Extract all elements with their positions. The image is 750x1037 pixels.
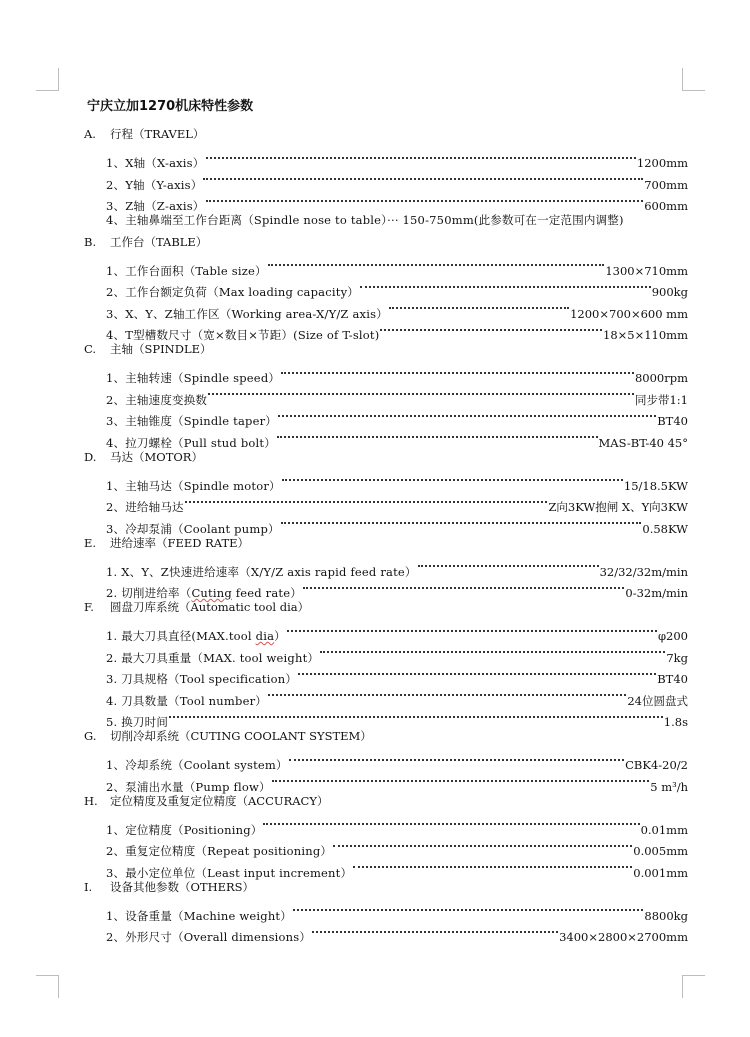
section-heading-text: 圆盘刀库系统（Automatic tool dia）	[110, 600, 310, 614]
spec-value: 0.001mm	[633, 865, 688, 880]
spec-label-text: 4、T型槽数尺寸（宽×数目×节距）(Size of T-slot)	[106, 328, 380, 342]
spec-value: BT40	[657, 414, 688, 428]
spec-value: 7kg	[666, 650, 688, 665]
dot-leader	[320, 640, 665, 662]
section-heading	[84, 232, 688, 254]
dot-leader	[353, 855, 632, 877]
dot-leader	[277, 425, 598, 447]
spec-value: 0.01mm	[640, 822, 688, 837]
spec-label	[106, 755, 288, 777]
section-letter: A.	[84, 127, 96, 141]
spec-value: BT40	[657, 672, 688, 686]
dot-leader	[389, 296, 569, 318]
section-heading-text: 工作台（TABLE）	[110, 234, 208, 249]
dot-leader	[333, 834, 632, 856]
dot-leader	[312, 920, 558, 942]
spec-row	[84, 468, 688, 493]
dot-leader	[208, 382, 634, 404]
spec-label	[106, 648, 319, 670]
dot-leader	[282, 468, 623, 490]
section-heading-text: 定位精度及重复定位精度（ACCURACY）	[110, 793, 329, 808]
dot-leader	[206, 146, 636, 168]
document-title: 宁庆立加1270机床特性参数	[87, 99, 254, 114]
page-corner-mark-bottom-right	[682, 975, 705, 998]
page-corner-mark-top-right	[682, 68, 705, 91]
section-heading-text: 行程（TRAVEL）	[110, 127, 205, 141]
spec-label	[106, 411, 277, 433]
spec-row	[84, 619, 688, 641]
section-letter: G.	[84, 729, 97, 743]
dot-leader	[380, 318, 602, 340]
spec-label	[106, 261, 267, 283]
spec-label-text: 3、主轴锥度（Spindle taper）	[106, 414, 277, 428]
spec-label-text: 2、Y轴（Y-axis）	[106, 177, 203, 192]
spec-label-text: 1. X、Y、Z快速进给速率（X/Y/Z axis rapid feed rate）	[106, 564, 417, 579]
dot-leader	[281, 361, 634, 383]
spec-label-text: 5. 换刀时间	[106, 715, 169, 729]
section-letter: C.	[84, 342, 97, 356]
spec-row	[84, 146, 688, 168]
spec-row	[84, 812, 688, 837]
spec-row	[84, 705, 688, 727]
spec-value: MAS-BT-40 45°	[598, 435, 688, 450]
spec-row	[84, 210, 688, 232]
spec-label-text: 3、X、Y、Z轴工作区（Working area-X/Y/Z axis）	[106, 306, 388, 321]
dot-leader	[206, 189, 644, 211]
section-heading-text: 马达（MOTOR）	[110, 449, 203, 464]
dot-leader	[287, 619, 657, 641]
spec-label	[106, 304, 388, 326]
section-letter: B.	[84, 234, 97, 249]
spec-label	[106, 841, 332, 863]
spec-label-text: 3、Z轴（Z-axis）	[106, 199, 205, 213]
dot-leader	[281, 511, 642, 533]
section-letter: D.	[84, 449, 97, 464]
spec-value: φ200	[657, 629, 688, 643]
spec-label-text: 4、拉刀螺栓（Pull stud bolt）	[106, 435, 276, 450]
section-heading	[84, 533, 688, 555]
spec-value: 18×5×110mm	[603, 328, 688, 342]
spellcheck-flagged-word: Cuting	[191, 586, 232, 600]
spec-label	[106, 390, 207, 412]
spec-label-text: 2. 切削进给率（	[106, 586, 192, 600]
spec-value: 32/32/32m/min	[599, 564, 688, 579]
spec-value: 3400×2800×2700mm	[559, 930, 688, 944]
dot-leader	[272, 769, 650, 791]
spec-value: 8800kg	[644, 908, 688, 923]
dot-leader	[169, 705, 663, 727]
dot-leader	[418, 554, 599, 576]
spec-label-text: 3. 刀具规格（Tool specification）	[106, 672, 298, 686]
section-heading	[84, 124, 688, 146]
section-heading	[84, 726, 688, 748]
section-heading	[84, 339, 688, 361]
spec-label-text: 2、工作台额定负荷（Max loading capacity）	[106, 285, 359, 299]
section-heading-text: 进给速率（FEED RATE）	[110, 535, 250, 550]
spec-row	[84, 748, 688, 770]
spec-value: 5 m³/h	[650, 779, 688, 794]
spec-label-text: 4. 刀具数量（Tool number）	[106, 693, 267, 708]
dot-leader	[263, 812, 639, 834]
section-heading-text: 设备其他参数（OTHERS）	[110, 879, 255, 894]
spec-label-text: 1、主轴马达（Spindle motor）	[106, 478, 281, 493]
section-letter: I.	[84, 879, 93, 894]
section-heading	[84, 877, 688, 899]
section-letter: F.	[84, 600, 94, 614]
dot-leader	[293, 898, 643, 920]
spec-row	[84, 898, 688, 923]
page-corner-mark-top-left	[36, 68, 59, 91]
section-letter: E.	[84, 535, 97, 550]
section-heading	[84, 791, 688, 813]
spec-label	[106, 927, 311, 949]
spec-label-text: 3、冷却泵浦（Coolant pump）	[106, 521, 280, 536]
spec-row	[84, 361, 688, 383]
spec-label	[106, 153, 205, 175]
spec-label-text: 1、工作台面积（Table size）	[106, 263, 267, 278]
section-heading	[84, 447, 688, 469]
dot-leader	[298, 662, 656, 684]
dot-leader	[268, 683, 626, 705]
spec-value: 0.58KW	[642, 521, 688, 536]
spec-content	[84, 124, 688, 944]
spec-value: 15/18.5KW	[623, 478, 688, 493]
spec-label-text: 2、重复定位精度（Repeat positioning）	[106, 844, 333, 858]
dot-leader	[268, 253, 605, 275]
spec-label	[106, 906, 292, 928]
dot-leader	[360, 275, 651, 297]
spec-label-text: 1、冷却系统（Coolant system）	[106, 758, 288, 772]
spec-value: 600mm	[644, 199, 688, 213]
spec-label	[106, 497, 184, 519]
dot-leader	[289, 748, 624, 770]
spec-value: 1200mm	[636, 156, 688, 170]
spec-label	[106, 282, 359, 304]
section-heading	[84, 597, 688, 619]
spec-value: Z向3KW抱闸 X、Y向3KW	[548, 500, 688, 514]
spec-label-text-after: ）	[274, 629, 286, 643]
dot-leader	[303, 576, 624, 598]
spec-value: 24位圆盘式	[627, 693, 688, 708]
spec-label-text: 2、主轴速度变换数	[106, 392, 208, 407]
spec-label-text: 1、设备重量（Machine weight）	[106, 908, 292, 923]
spec-label-text: 1、定位精度（Positioning）	[106, 822, 263, 837]
spec-value: 1200×700×600 mm	[570, 306, 688, 321]
spec-value: 1300×710mm	[605, 263, 688, 278]
spec-label-text: 2. 最大刀具重量（MAX. tool weight）	[106, 650, 320, 665]
spec-label	[106, 626, 286, 648]
dot-leader	[203, 167, 643, 189]
spellcheck-flagged-word: dia	[255, 629, 275, 643]
spec-value: 8000rpm	[634, 371, 688, 385]
spec-label-text: 2、外形尺寸（Overall dimensions）	[106, 930, 312, 944]
spec-label-text: 3、最小定位单位（Least input increment）	[106, 865, 353, 880]
spec-label	[106, 820, 262, 842]
spec-row	[84, 253, 688, 278]
spec-value: 同步带1:1	[634, 392, 688, 407]
section-letter: H.	[84, 793, 98, 808]
spec-value: 0.005mm	[633, 844, 688, 858]
section-heading-text: 主轴（SPINDLE）	[110, 342, 212, 356]
spec-label	[106, 175, 202, 197]
spec-value: 900kg	[651, 285, 688, 299]
spec-label-text: 2、泵浦出水量（Pump flow）	[106, 779, 271, 794]
spec-label-text: 4、主轴鼻端至工作台距离（Spindle nose to table）··· 150-750mm(此参数可在一定范围内调整)	[106, 213, 624, 227]
spec-row	[84, 554, 688, 579]
spec-label-text: 1. 最大刀具直径(MAX.tool	[106, 629, 256, 643]
spec-value: 1.8s	[663, 715, 688, 729]
spec-value: 0-32m/min	[625, 586, 688, 600]
page-corner-mark-bottom-left	[36, 975, 59, 998]
spec-label-text: 1、X轴（X-axis）	[106, 156, 205, 170]
dot-leader	[278, 404, 656, 426]
spec-label-text-after: feed rate）	[231, 586, 302, 600]
dot-leader	[185, 490, 548, 512]
spec-value: CBK4-20/2	[625, 758, 688, 772]
section-heading-text: 切削冷却系统（CUTING COOLANT SYSTEM）	[110, 729, 372, 743]
spec-label	[106, 210, 624, 232]
spec-value: 700mm	[644, 177, 688, 192]
spec-label-text: 2、进给轴马达	[106, 500, 184, 514]
spec-label-text: 1、主轴转速（Spindle speed）	[106, 371, 281, 385]
